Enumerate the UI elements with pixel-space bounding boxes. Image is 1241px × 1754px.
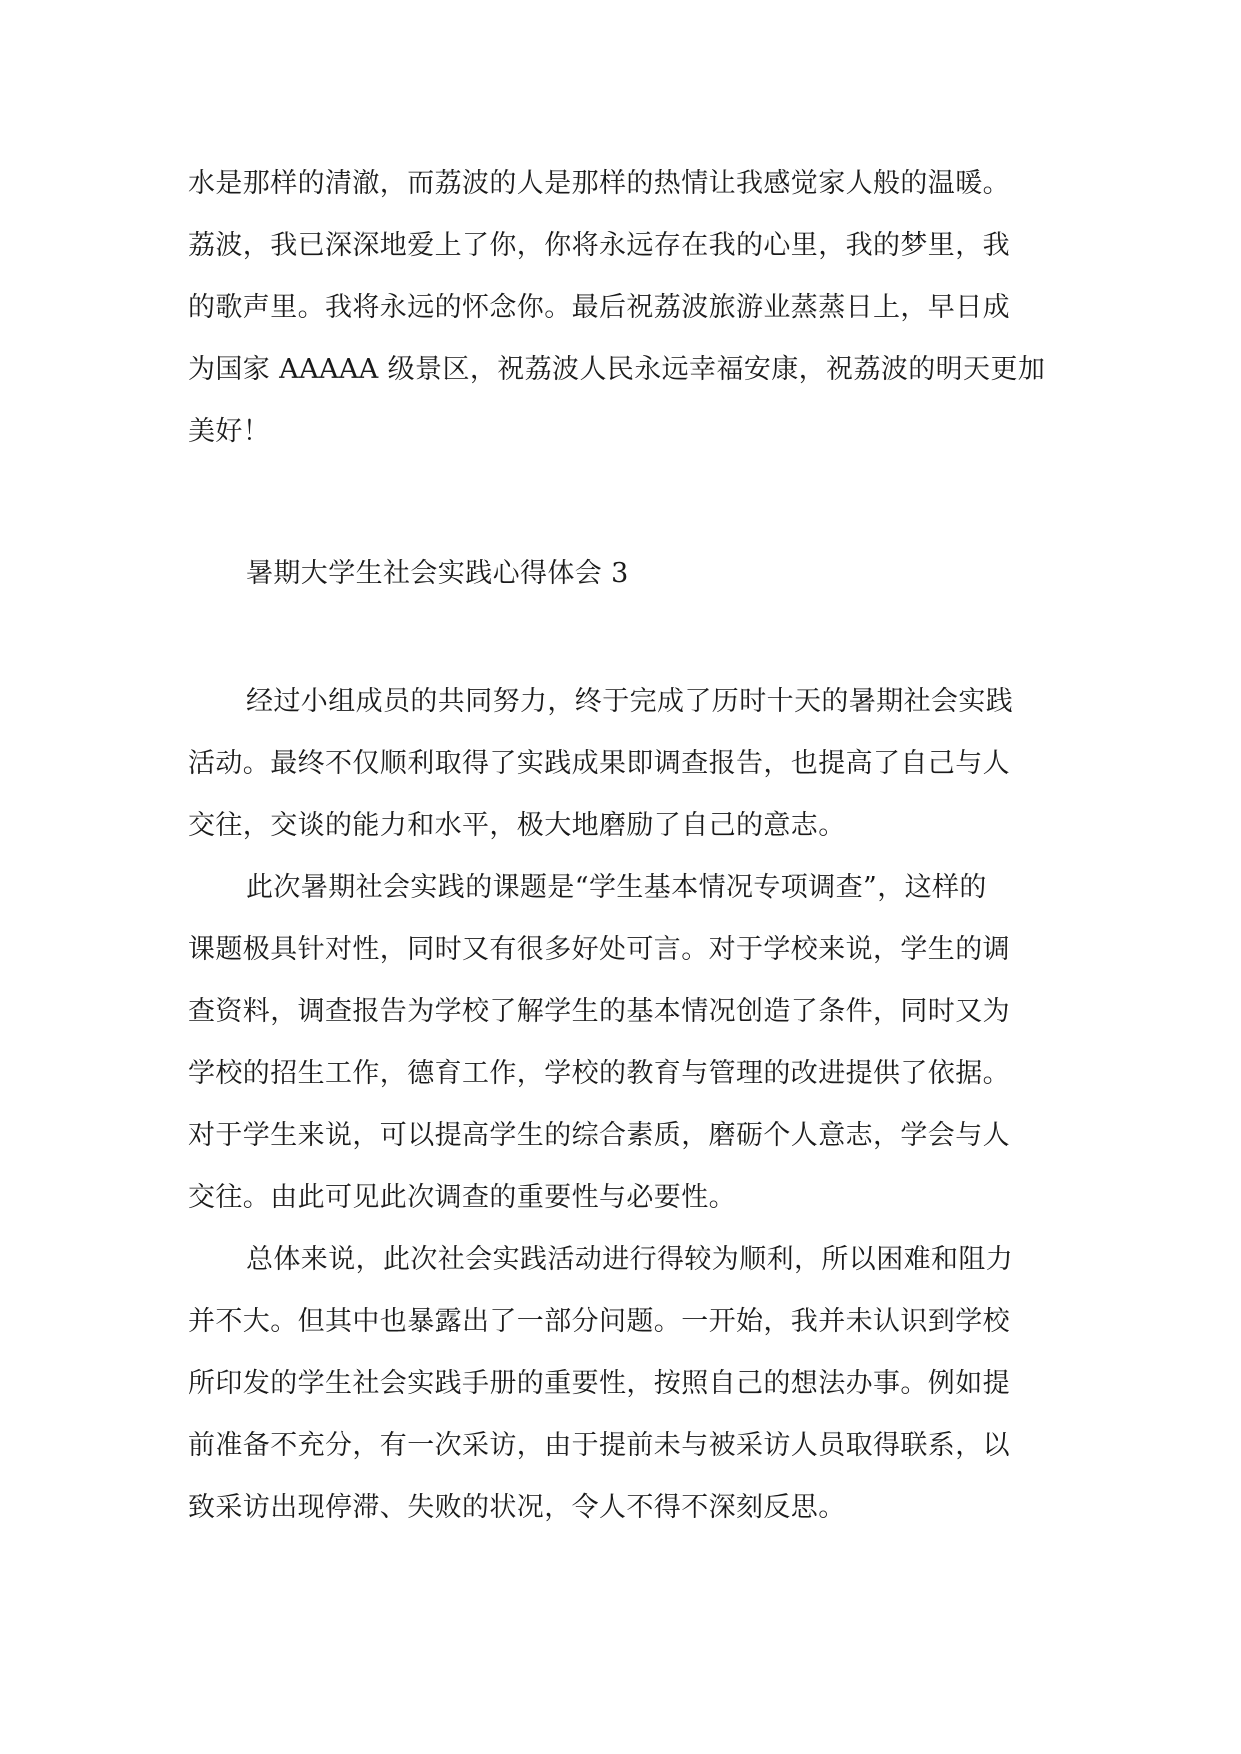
paragraph-line: 此次暑期社会实践的课题是“学生基本情况专项调查”，这样的	[246, 872, 987, 903]
paragraph-line: 学校的招生工作，德育工作，学校的教育与管理的改进提供了依据。	[188, 1058, 1010, 1089]
paragraph-line: 所印发的学生社会实践手册的重要性，按照自己的想法办事。例如提	[188, 1368, 1010, 1399]
paragraph-line: 致采访出现停滞、失败的状况，令人不得不深刻反思。	[188, 1492, 846, 1523]
paragraph-line: 为国家 AAAAA 级景区，祝荔波人民永远幸福安康，祝荔波的明天更加	[188, 354, 1046, 385]
paragraph-line: 水是那样的清澈，而荔波的人是那样的热情让我感觉家人般的温暖。	[188, 168, 1010, 199]
paragraph-line: 对于学生来说，可以提高学生的综合素质，磨砺个人意志，学会与人	[188, 1120, 1010, 1151]
paragraph-line: 交往，交谈的能力和水平，极大地磨励了自己的意志。	[188, 810, 846, 841]
section-heading: 暑期大学生社会实践心得体会 3	[246, 558, 629, 589]
paragraph-line: 荔波，我已深深地爱上了你，你将永远存在我的心里，我的梦里，我	[188, 230, 1010, 261]
paragraph-line: 并不大。但其中也暴露出了一部分问题。一开始，我并未认识到学校	[188, 1306, 1010, 1337]
paragraph-line: 美好！	[188, 416, 271, 447]
paragraph-line: 总体来说，此次社会实践活动进行得较为顺利，所以困难和阻力	[246, 1244, 1014, 1275]
paragraph-line: 课题极具针对性，同时又有很多好处可言。对于学校来说，学生的调	[188, 934, 1010, 965]
paragraph-line: 的歌声里。我将永远的怀念你。最后祝荔波旅游业蒸蒸日上，早日成	[188, 292, 1010, 323]
paragraph-line: 前准备不充分，有一次采访，由于提前未与被采访人员取得联系，以	[188, 1430, 1010, 1461]
paragraph-line: 查资料，调查报告为学校了解学生的基本情况创造了条件，同时又为	[188, 996, 1010, 1027]
paragraph-line: 交往。由此可见此次调查的重要性与必要性。	[188, 1182, 736, 1213]
paragraph-line: 经过小组成员的共同努力，终于完成了历时十天的暑期社会实践	[246, 686, 1014, 717]
paragraph-line: 活动。最终不仅顺利取得了实践成果即调查报告，也提高了自己与人	[188, 748, 1010, 779]
